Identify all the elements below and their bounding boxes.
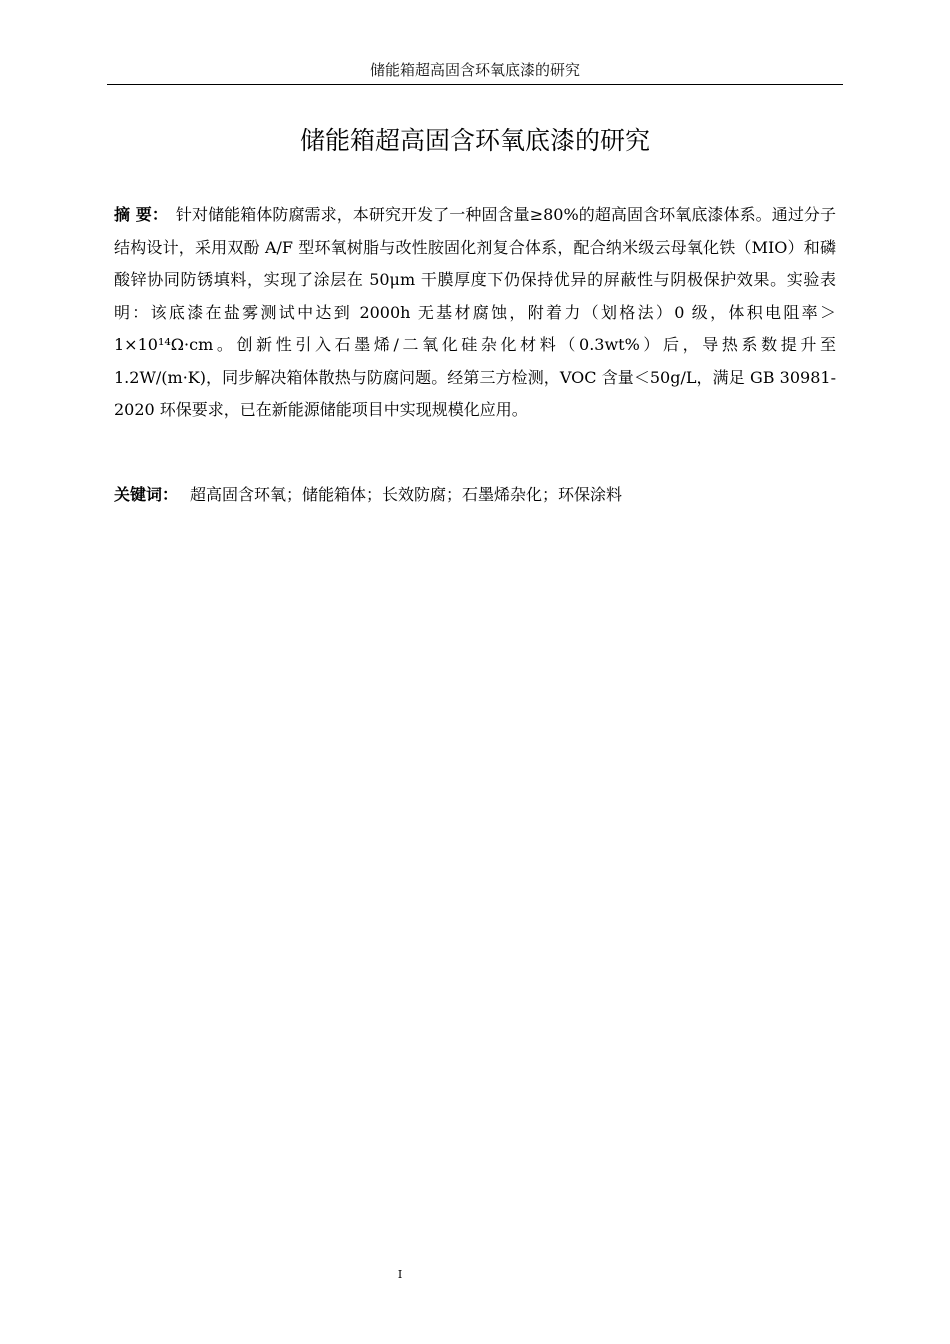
abstract-text: 针对储能箱体防腐需求，本研究开发了一种固含量≥80%的超高固含环氧底漆体系。通过分子结构设计，采用双酚 A/F 型环氧树脂与改性胺固化剂复合体系，配合纳米级云母氧化铁（MIO）和磷酸锌协同防锈填料，实现了涂层在 50μm 干膜厚度下仍保持优异的屏蔽性与阴极保护效果。实验表明：该底漆在盐雾测试中达到 2000h 无基材腐蚀，附着力（划格法）0 级，体积电阻率＞1×10¹⁴Ω·cm。创新性引入石墨烯/二氧化硅杂化材料（0.3wt%）后，导热系数提升至 1.2W/(m·K)，同步解决箱体散热与防腐问题。经第三方检测，VOC 含量＜50g/L，满足 GB 30981-2020 环保要求，已在新能源储能项目中实现规模化应用。 [114,205,836,419]
running-header: 储能箱超高固含环氧底漆的研究 [369,61,580,79]
page-number: I [397,1268,403,1281]
keywords-paragraph [114,480,836,510]
header-divider [107,84,843,85]
abstract-label: 摘 要： [114,205,168,224]
keywords-text: 超高固含环氧；储能箱体；长效防腐；石墨烯杂化；环保涂料 [190,485,623,504]
keywords-label: 关键词： [114,485,179,504]
abstract-paragraph [114,199,836,427]
document-title: 储能箱超高固含环氧底漆的研究 [299,126,650,155]
